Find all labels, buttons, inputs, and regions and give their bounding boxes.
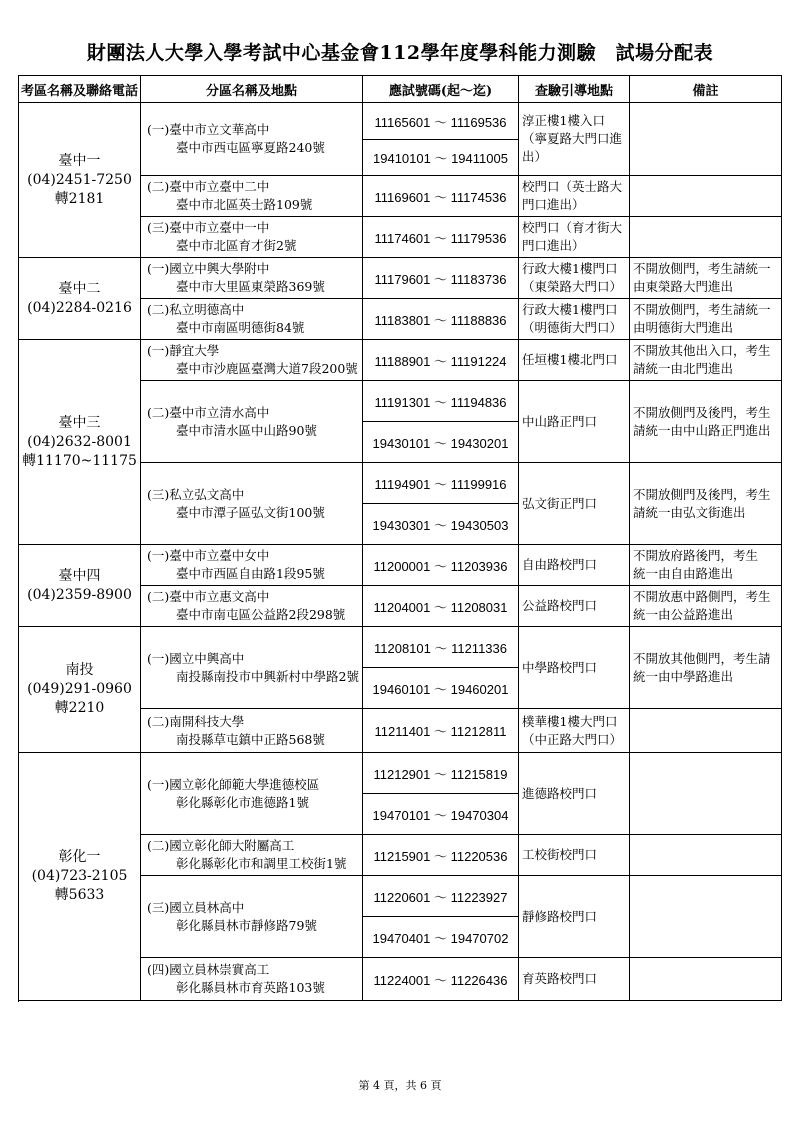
- note-line: 不開放側門及後門，考生: [633, 404, 771, 420]
- site-cell: [141, 340, 363, 381]
- site-name: (三)私立弘文高中: [147, 486, 245, 502]
- page-footer: 第 4 頁，共 6 頁: [358, 1079, 442, 1092]
- number-range: 11191301 ～ 11194836: [363, 381, 519, 422]
- note-cell: [630, 876, 782, 958]
- note-cell: [630, 340, 782, 381]
- site-cell: [141, 258, 363, 299]
- site-cell: [141, 103, 363, 176]
- region-cell: [19, 103, 141, 258]
- number-range: 19430301 ～ 19430503: [363, 504, 519, 545]
- table-row: [19, 627, 782, 668]
- guide-line: 行政大樓1樓門口: [522, 302, 618, 317]
- number-range: 11174601 ～ 11179536: [363, 217, 519, 258]
- header-note: 備註: [630, 76, 782, 103]
- region-cell: [19, 545, 141, 627]
- site-cell: [141, 463, 363, 545]
- site-address: 臺中市大里區東榮路369號: [176, 279, 325, 294]
- site-name: (二)臺中市立臺中二中: [147, 179, 270, 194]
- table-row: [19, 258, 782, 299]
- guide-line: 校門口（育才街大: [522, 220, 623, 235]
- site-cell: [141, 835, 363, 876]
- guide-line: 出）: [522, 149, 548, 164]
- guide-cell: [519, 753, 630, 835]
- guide-line: （明德街大門口）: [522, 320, 623, 335]
- number-range: 11211401 ～ 11212811: [363, 709, 519, 753]
- note-cell: [630, 586, 782, 627]
- site-name: (二)臺中市立清水高中: [147, 404, 270, 420]
- site-name: (三)國立員林高中: [147, 899, 245, 915]
- site-name: (一)國立彰化師範大學進德校區: [147, 776, 320, 792]
- note-line: 由東榮路大門進出: [633, 279, 734, 294]
- guide-line: 行政大樓1樓門口: [522, 261, 618, 276]
- guide-line: （中正路大門口）: [522, 731, 623, 747]
- note-line: 不開放府路後門，考生: [633, 548, 759, 563]
- number-range: 11179601 ～ 11183736: [363, 258, 519, 299]
- region-name: 臺中一: [58, 152, 101, 169]
- site-cell: [141, 876, 363, 958]
- site-name: (二)私立明德高中: [147, 302, 245, 317]
- site-address: 臺中市西區自由路1段95號: [176, 566, 325, 581]
- note-cell: [630, 709, 782, 753]
- site-address: 臺中市沙鹿區臺灣大道7段200號: [176, 361, 358, 376]
- site-address: 臺中市北區英士路109號: [176, 197, 313, 212]
- number-range: 11220601 ～ 11223927: [363, 876, 519, 917]
- guide-line: 中山路正門口: [522, 413, 598, 429]
- site-name: (一)臺中市立文華高中: [147, 122, 270, 137]
- site-address: 彰化縣員林市育英路103號: [176, 980, 325, 995]
- site-address: 臺中市清水區中山路90號: [176, 422, 317, 438]
- note-cell: [630, 217, 782, 258]
- region-cell: [19, 258, 141, 340]
- note-line: 統一由中學路進出: [633, 668, 734, 684]
- guide-line: 工校街校門口: [522, 847, 598, 862]
- guide-cell: [519, 876, 630, 958]
- region-ext: 轉5633: [54, 887, 105, 903]
- note-cell: [630, 753, 782, 835]
- note-cell: [630, 835, 782, 876]
- number-range: 11215901 ～ 11220536: [363, 835, 519, 876]
- note-cell: [630, 545, 782, 586]
- guide-line: 任垣樓1樓北門口: [522, 352, 618, 367]
- guide-cell: [519, 958, 630, 1001]
- guide-cell: [519, 299, 630, 340]
- guide-cell: [519, 627, 630, 709]
- region-name: 臺中二: [58, 280, 101, 297]
- site-name: (一)國立中興高中: [147, 650, 245, 666]
- region-name: 臺中四: [58, 567, 101, 584]
- site-cell: [141, 958, 363, 1001]
- header-region: 考區名稱及聯絡電話: [19, 76, 141, 103]
- note-cell: [630, 176, 782, 217]
- site-name: (二)國立彰化師大附屬高工: [147, 838, 295, 853]
- guide-line: 樸華樓1樓大門口: [522, 713, 618, 729]
- note-line: 不開放其他側門，考生請: [633, 650, 771, 666]
- number-range: 19460101 ～ 19460201: [363, 668, 519, 709]
- note-cell: [630, 463, 782, 545]
- number-range: 11224001 ～ 11226436: [363, 958, 519, 1001]
- region-name: 南投: [65, 662, 94, 678]
- note-cell: [630, 381, 782, 463]
- document-title: 財團法人大學入學考試中心基金會112學年度學科能力測驗 試場分配表: [86, 42, 714, 64]
- number-range: 11212901 ～ 11215819: [363, 753, 519, 794]
- header-guide: 查驗引導地點: [519, 76, 630, 103]
- guide-cell: [519, 586, 630, 627]
- guide-cell: [519, 463, 630, 545]
- site-cell: [141, 381, 363, 463]
- guide-line: 門口進出）: [522, 197, 585, 212]
- site-address: 臺中市北區育才街2號: [176, 238, 297, 253]
- region-name: 臺中三: [58, 414, 101, 431]
- guide-cell: [519, 835, 630, 876]
- site-address: 彰化縣彰化市進德路1號: [176, 794, 309, 810]
- site-address: 臺中市南屯區公益路2段298號: [176, 607, 346, 622]
- region-ext: 轉11170~11175: [22, 452, 137, 469]
- number-range: 11204001 ～ 11208031: [363, 586, 519, 627]
- guide-line: 自由路校門口: [522, 557, 598, 572]
- note-line: 請統一由中山路正門進出: [633, 422, 771, 438]
- guide-cell: [519, 258, 630, 299]
- site-address: 南投縣南投市中興新村中學路2號: [176, 668, 359, 684]
- site-cell: [141, 586, 363, 627]
- site-address: 臺中市南區明德街84號: [176, 320, 305, 335]
- region-ext: 轉2210: [54, 700, 105, 716]
- header-numbers: 應試號碼(起～迄): [363, 76, 519, 103]
- guide-line: 中學路校門口: [522, 659, 598, 675]
- table-row: [19, 103, 782, 140]
- note-cell: [630, 103, 782, 176]
- site-cell: [141, 753, 363, 835]
- table-row: [19, 340, 782, 381]
- guide-line: （東榮路大門口）: [522, 279, 623, 294]
- region-cell: [19, 627, 141, 753]
- site-name: (一)靜宜大學: [147, 343, 220, 358]
- table-row: [19, 545, 782, 586]
- site-cell: [141, 545, 363, 586]
- region-ext: 轉2181: [54, 190, 105, 207]
- table-header-row: [19, 76, 782, 103]
- number-range: 19470401 ～ 19470702: [363, 917, 519, 958]
- site-name: (二)臺中市立惠文高中: [147, 589, 270, 604]
- guide-cell: [519, 381, 630, 463]
- note-line: 統一由公益路進出: [633, 607, 734, 622]
- note-line: 請統一由弘文街進出: [633, 504, 746, 520]
- note-line: 不開放惠中路側門，考生: [633, 589, 771, 604]
- site-name: (三)臺中市立臺中一中: [147, 220, 270, 235]
- guide-line: 門口進出）: [522, 238, 585, 253]
- table-row: [19, 753, 782, 794]
- site-cell: [141, 627, 363, 709]
- guide-line: 公益路校門口: [522, 598, 598, 613]
- site-cell: [141, 176, 363, 217]
- guide-line: （寧夏路大門口進: [522, 131, 623, 146]
- site-address: 彰化縣彰化市和調里工校街1號: [176, 856, 347, 871]
- note-line: 不開放側門，考生請統一: [633, 302, 771, 317]
- exam-site-table: [18, 75, 782, 1001]
- region-cell: [19, 753, 141, 1001]
- note-line: 不開放其他出入口，考生: [633, 343, 771, 358]
- guide-cell: [519, 545, 630, 586]
- site-address: 臺中市西屯區寧夏路240號: [176, 140, 325, 155]
- note-cell: [630, 627, 782, 709]
- note-line: 由明德街大門進出: [633, 320, 734, 335]
- number-range: 19430101 ～ 19430201: [363, 422, 519, 463]
- region-cell: [19, 340, 141, 545]
- note-line: 請統一由北門進出: [633, 361, 734, 376]
- note-cell: [630, 299, 782, 340]
- site-name: (一)國立中興大學附中: [147, 261, 270, 276]
- number-range: 11208101 ～ 11211336: [363, 627, 519, 668]
- site-name: (一)臺中市立臺中女中: [147, 548, 270, 563]
- region-phone: (049)291-0960: [27, 681, 132, 697]
- guide-line: 進德路校門口: [522, 785, 598, 801]
- site-cell: [141, 299, 363, 340]
- region-name: 彰化一: [58, 849, 101, 865]
- number-range: 11200001 ～ 11203936: [363, 545, 519, 586]
- note-line: 不開放側門，考生請統一: [633, 261, 771, 276]
- note-cell: [630, 258, 782, 299]
- region-phone: (04)2451-7250: [27, 171, 132, 188]
- region-phone: (04)2632-8001: [27, 433, 132, 450]
- site-cell: [141, 217, 363, 258]
- number-range: 11169601 ～ 11174536: [363, 176, 519, 217]
- number-range: 11194901 ～ 11199916: [363, 463, 519, 504]
- guide-cell: [519, 217, 630, 258]
- guide-cell: [519, 103, 630, 176]
- site-cell: [141, 709, 363, 753]
- site-address: 南投縣草屯鎮中正路568號: [176, 731, 325, 747]
- guide-line: 淳正樓1樓入口: [522, 113, 605, 128]
- site-address: 臺中市潭子區弘文街100號: [176, 504, 325, 520]
- guide-line: 校門口（英士路大: [522, 179, 623, 194]
- number-range: 11165601 ～ 11169536: [363, 103, 519, 140]
- site-name: (二)南開科技大學: [147, 713, 245, 729]
- site-name: (四)國立員林崇實高工: [147, 962, 270, 977]
- note-line: 不開放側門及後門，考生: [633, 486, 771, 502]
- guide-cell: [519, 340, 630, 381]
- guide-line: 靜修路校門口: [522, 908, 598, 924]
- region-phone: (04)723-2105: [31, 868, 128, 884]
- note-cell: [630, 958, 782, 1001]
- guide-line: 弘文街正門口: [522, 495, 598, 511]
- header-site: 分區名稱及地點: [141, 76, 363, 103]
- number-range: 11183801 ～ 11188836: [363, 299, 519, 340]
- region-phone: (04)2359-8900: [27, 586, 132, 603]
- site-address: 彰化縣員林市靜修路79號: [176, 917, 317, 933]
- note-line: 統一由自由路進出: [633, 566, 734, 581]
- guide-cell: [519, 176, 630, 217]
- guide-line: 育英路校門口: [522, 971, 598, 986]
- number-range: 19410101 ～ 19411005: [363, 140, 519, 176]
- region-phone: (04)2284-0216: [27, 299, 132, 316]
- guide-cell: [519, 709, 630, 753]
- number-range: 11188901 ～ 11191224: [363, 340, 519, 381]
- number-range: 19470101 ～ 19470304: [363, 794, 519, 835]
